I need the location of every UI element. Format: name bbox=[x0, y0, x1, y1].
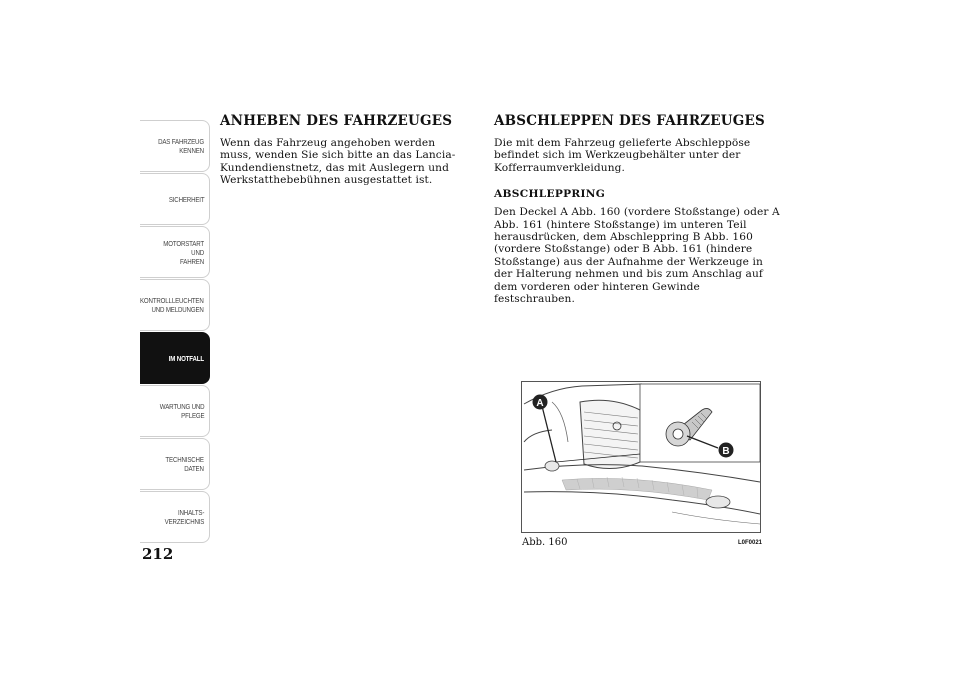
tab-kontrollleuchten[interactable] bbox=[140, 279, 210, 331]
tab-technische-daten[interactable] bbox=[140, 438, 210, 490]
figure-label-a: A bbox=[536, 398, 544, 409]
section-body: Wenn das Fahrzeug angehoben werden muss, wenden Sie sich bitte an das Lancia-Kundendienstnetz, das mit Auslegern und Werkstatthebebühnen ausgestattet ist. bbox=[220, 137, 456, 187]
section-heading: ANHEBEN DES FAHRZEUGES bbox=[220, 113, 453, 129]
figure-towing-eye bbox=[521, 381, 761, 533]
section-heading: ABSCHLEPPEN DES FAHRZEUGES bbox=[494, 113, 765, 129]
tab-label: SICHERHEIT bbox=[168, 194, 204, 204]
figure-caption: Abb. 160 bbox=[522, 537, 568, 548]
tab-motorstart-und-fahren[interactable] bbox=[140, 226, 210, 278]
tab-label: MOTORSTART UND FAHREN bbox=[163, 238, 204, 266]
figure-label-b: B bbox=[722, 446, 730, 457]
tab-label: IM NOTFALL bbox=[168, 353, 204, 363]
tab-sicherheit[interactable] bbox=[140, 173, 210, 225]
tab-label: TECHNISCHE DATEN bbox=[165, 455, 204, 473]
tab-label: KONTROLLLEUCHTEN UND MELDUNGEN bbox=[140, 296, 204, 314]
subsection-body: Den Deckel A Abb. 160 (vordere Stoßstange) oder A Abb. 161 (hintere Stoßstange) im unteren Teil herausdrücken, dem Abschleppring B Abb. 160 (vordere Stoßstange) oder B Abb. 161 (hindere Stoßstange) aus der Aufnahme der Werkzeuge in der Halterung nehmen und bis zum Anschlag auf dem vorderen oder hinteren Gewinde festschrauben. bbox=[494, 206, 780, 306]
tab-label: DAS FAHRZEUG KENNEN bbox=[158, 137, 204, 155]
tab-label: WARTUNG UND PFLEGE bbox=[159, 402, 204, 420]
subsection-heading: ABSCHLEPPRING bbox=[494, 188, 606, 201]
section-lifting bbox=[220, 113, 470, 187]
tab-im-notfall[interactable] bbox=[140, 332, 210, 384]
tab-inhaltsverzeichnis[interactable] bbox=[140, 491, 210, 543]
tab-wartung-und-pflege[interactable] bbox=[140, 385, 210, 437]
section-intro: Die mit dem Fahrzeug gelieferte Abschleppöse befindet sich im Werkzeugbehälter unter der Kofferraumverkleidung. bbox=[494, 137, 751, 174]
figure-code: L0F0021 bbox=[738, 540, 763, 546]
tab-das-fahrzeug-kennen[interactable] bbox=[140, 120, 210, 172]
section-towing bbox=[494, 113, 784, 305]
page-number: 212 bbox=[142, 545, 174, 563]
tab-label: INHALTS- VERZEICHNIS bbox=[164, 508, 204, 526]
car-front-illustration bbox=[522, 382, 762, 534]
